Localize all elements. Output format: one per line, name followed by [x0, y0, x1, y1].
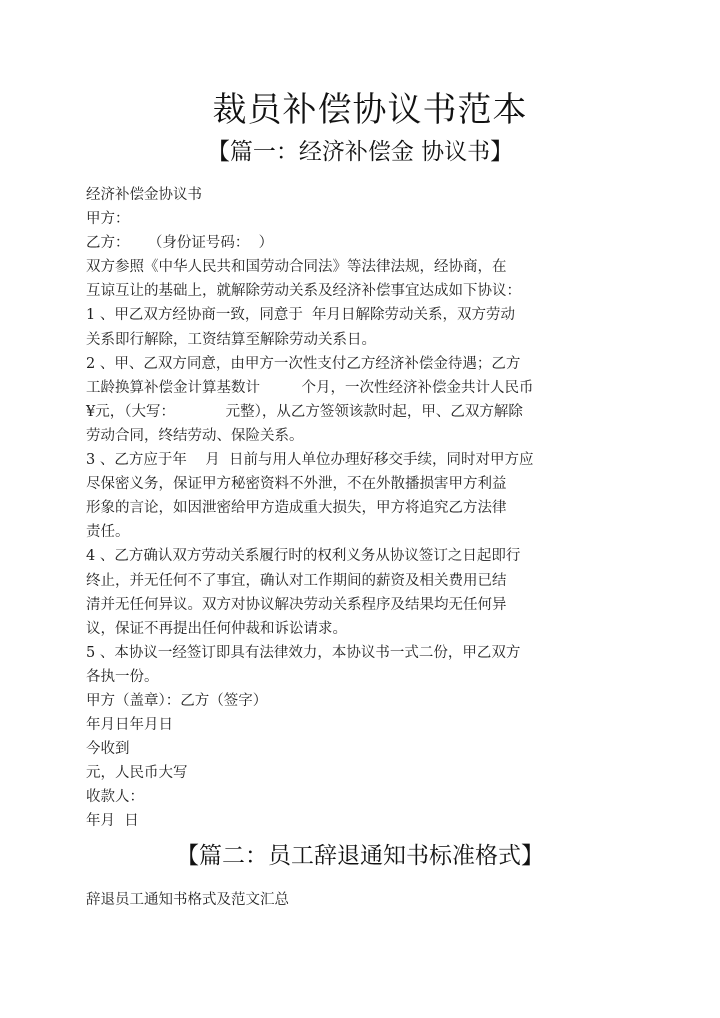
body-line: 关系即行解除，工资结算至解除劳动关系日。 [86, 331, 376, 348]
body-line: 甲方： [86, 211, 130, 228]
document-title: 裁员补偿协议书范本 [212, 90, 528, 130]
body-line: 责任。 [86, 524, 130, 541]
section-heading-1: 【篇一：经济补偿金 协议书】 [206, 139, 514, 165]
body-line: 年月日年月日 [86, 717, 173, 734]
body-line: 清并无任何异议。双方对协议解决劳动关系程序及结果均无任何异 [86, 596, 507, 613]
section-heading-2: 【篇二：员工辞退通知书标准格式】 [176, 843, 544, 869]
body-line: 工龄换算补偿金计算基数计 个月，一次性经济补偿金共计人民币 [86, 379, 534, 396]
body-line: 经济补偿金协议书 [86, 187, 202, 203]
body-line: 收款人： [86, 789, 144, 806]
body-line: 1 、甲乙双方经协商一致，同意于 年月日解除劳动关系，双方劳动 [86, 307, 516, 324]
body-line: ¥元，（大写： 元整），从乙方签领该款时起，甲、乙双方解除 [86, 403, 523, 420]
body-line: 互谅互让的基础上，就解除劳动关系及经济补偿事宜达成如下协议： [86, 283, 521, 300]
body-line: 各执一份。 [86, 668, 159, 685]
body-line: 乙方： （身份证号码： ） [86, 235, 274, 252]
body-line: 4 、乙方确认双方劳动关系履行时的权利义务从协议签订之日起即行 [86, 548, 521, 565]
body-line: 年月 日 [86, 813, 139, 830]
body-line: 形象的言论，如因泄密给甲方造成重大损失，甲方将追究乙方法律 [86, 500, 507, 517]
body-line: 终止，并无任何不了事宜，确认对工作期间的薪资及相关费用已结 [86, 572, 507, 589]
body-line: 元，人民币大写 [86, 765, 188, 782]
body-line: 5 、本协议一经签订即具有法律效力，本协议书一式二份，甲乙双方 [86, 644, 521, 661]
body-line: 双方参照《中华人民共和国劳动合同法》等法律法规，经协商，在 [86, 259, 507, 276]
body-line: 今收到 [86, 741, 130, 758]
body-line: 劳动合同，终结劳动、保险关系。 [86, 427, 304, 444]
body-line: 3 、乙方应于年 月 日前与用人单位办理好移交手续，同时对甲方应 [86, 452, 534, 469]
body-line: 2 、甲、乙双方同意，由甲方一次性支付乙方经济补偿金待遇；乙方 [86, 355, 521, 372]
body-line: 尽保密义务，保证甲方秘密资料不外泄，不在外散播损害甲方利益 [86, 476, 507, 493]
body-line: 甲方（盖章）：乙方（签字） [86, 692, 268, 709]
section-2-first-line: 辞退员工通知书格式及范文汇总 [86, 892, 289, 908]
body-line: 议，保证不再提出任何仲裁和诉讼请求。 [86, 620, 347, 637]
section-1-body [86, 183, 586, 834]
